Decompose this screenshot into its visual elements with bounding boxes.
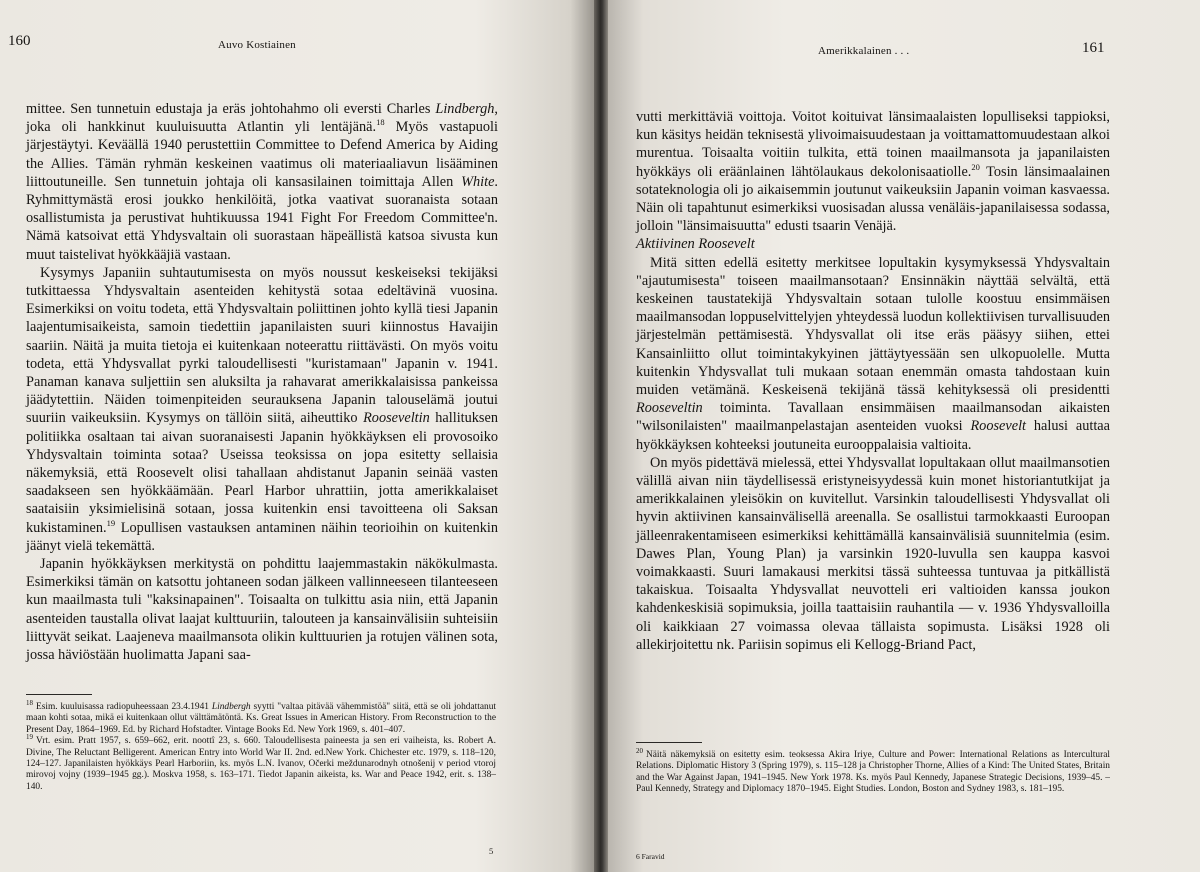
italic-text: Lindbergh (435, 101, 495, 117)
page-number: 160 (8, 33, 31, 49)
book-gutter (594, 0, 608, 872)
text-run: Myös vastapuoli järjestäytyi. Keväällä 1940 perustettiin Committee to Defend America by Aiding the Allies. Tämän ryhmän keskeinen vaatimus oli materiaaliavun lisääminen liittoutuneille. Sen tunnetuin johtaja oli kansasilainen toimittaja Allen (26, 119, 498, 190)
paragraph (26, 264, 498, 555)
paragraph (26, 555, 498, 664)
text-run: Vrt. esim. Pratt 1957, s. 659–662, erit. noottî 23, s. 660. Taloudellisesta paineesta ja sen eri vaiheista, ks. Robert A. Divine, The Reluctant Belligerent. American Entry into World War II. 2nd. ed.New York. Chichester etc. 1979, s. 118–120, 124–127. Japanilaisten hyökkäys Pearl Harboriin, ks. myös L.N. Ivanov, Očerki meždunarodnyh otnošenij v period vtoroj mirovoj vojny (1939–1945 gg.). Moskva 1958, s. 163–171. Tiedot Japanin aikeista, ks. War and Peace 1942, erit. s. 138–140. (26, 736, 496, 792)
text-run: . Ryhmittymästä erosi joukko henkilöitä, jotka vaativat suoranaista sotaan osallistumista ja perustivat huhtikuussa 1941 Fight For Freedom Committee'n. Nämä katsoivat että Yhdysvaltain oli suorastaan häpeällistä katsoa sivusta kun muut taistelivat hyökkääjiä vastaan. (26, 173, 498, 263)
italic-text: Roosevelt (970, 418, 1027, 435)
text-run: Tosin länsimaalainen sotateknologia oli jo aikaisemmin joutunut vaikeuksiin Japanin voiman kasvaessa. Näin oli tapahtunut esimerkiksi vuosisadan alussa venäläis-japanilaisessa sodassa, jolloin "länsimaisuutta" edusti tsaarin Venäjä. (636, 163, 1110, 235)
running-head: Amerikkalainen . . . (818, 45, 910, 57)
signature-mark: 5 (489, 846, 494, 856)
text-run: On myös pidettävä mielessä, ettei Yhdysvallat lopultakaan ollut maailmansotien välillä aivan niin täydellisessä eristyneisyydessä kuin monet historiantutkijat ja amerikkalainen yleisökin on kuvitellut. Varsinkin taloudellisesti Yhdysvallat oli hyvin aktiivinen kansainvälisellä areenalla. Se osallistui tarmokkaasti Euroopan jälleenrakentamiseen esimerkiksi kehittämällä kansainvälisiä suunnitelmia (esim. Dawes Plan, Young Plan) ja varsinkin 1920-luvulla sen kauppa kasvoi voimakkaasti. Suuri lamakausi merkitsi tässä suhteessa tuntuvaa ja pitkällistä takaiskua. Toisaalta Yhdysvallat neuvotteli eri valtioiden kanssa joukon kahdenkeskisiä sopimuksia, joilla taattaisiin rauhantila — v. 1936 Yhdysvalloilla oli kaikkiaan 27 voimassa olevaa tällaista sopimusta. Lisäksi 1928 oli allekirjoitettu nk. Pariisin sopimus eli Kellogg-Briand Pact, (636, 454, 1110, 653)
footnote (26, 698, 496, 736)
text-run: Esim. kuuluisassa radiopuheessaan 23.4.1941 (36, 702, 212, 712)
text-run: halusi auttaa hyökkäyksen kohteeksi joutuneita eurooppalaisia valtioita. (636, 418, 1110, 453)
footnotes (636, 746, 1110, 796)
footnote-ref: 20 (971, 161, 980, 172)
body-text (26, 100, 498, 664)
footnote (26, 733, 496, 793)
running-head: Auvo Kostiainen (218, 39, 296, 51)
paragraph (636, 108, 1110, 235)
text-run: Lopullisen vastauksen antaminen näihin teorioihin on kuitenkin jäänyt vielä tekemättä. (26, 519, 498, 554)
footnote-ref: 20 (636, 746, 643, 755)
text-run: Mitä sitten edellä esitetty merkitsee lopultakin kysymyksessä Yhdysvaltain "ajautumisesta" toiseen maailmansotaan? Ensinnäkin näyttää selvältä, että keskeinen taustatekijä Yhdysvaltain sotaan tulolle koostuu ensimmäisen maailmansodan loppuselvittelyjen yhteydessä luodun kollektiivisen turvallisuuden järjestelmän pettämisestä. Yhdysvallat oli itse eräs pääsyy siihen, ettei Kansainliitto ollut toimintakykyinen jättäytyessään sen ulkopuolelle. Mutta kuitenkin Yhdysvallat tuli mukaan sotaan enemmän omasta tahdostaan kuin muiden vetämänä. Keskeisenä tekijänä tässä kehityksessä oli presidentti (636, 254, 1110, 399)
section-heading: Aktiivinen Roosevelt (636, 236, 755, 253)
italic-text: Rooseveltin (363, 410, 430, 427)
right-page (608, 0, 1200, 872)
text-run: hallituksen politiikka osaltaan tai aivan suoranaisesti Japanin hyökkäyksen eli provosoiko Yhdysvaltain toiminta sotaa? Useissa teoksissa on jopa esitetty sellaisia näkemyksiä, että Roosevelt olisi tahallaan ahdistanut Japanin seinää vasten saadakseen sen hyökkäämään. Pearl Harbor uhrattiin, jotta amerikkalaiset saataisiin yksimielisinä sotaan, jossa kuitenkin ensi tavoitteena oli Saksan kukistaminen. (26, 410, 498, 536)
text-run: Näitä näkemyksiä on esitetty esim. teoksessa Akira Iriye, Culture and Power: International Relations as Intercultural Relations. Diplomatic History 3 (Spring 1979), s. 115–128 ja Christopher Thorne, Allies of a Kind: The United States, Britain and the War Against Japan, 1941–1945. New York 1978. Ks. myös Paul Kennedy, Japanese Strategic Decisions, 1939–45. – Paul Kennedy, Strategy and Diplomacy 1870–1945. Eight Studies. London, Boston and Sydney 1983, s. 181–195. (636, 750, 1110, 795)
paragraph (636, 254, 1110, 454)
text-run: toiminta. Tavallaan ensimmäisen maailmansodan aikaisten "wilsonilaisten" maailmanpelastajan asenteiden vuoksi (636, 400, 1110, 435)
footnote-rule (636, 742, 702, 743)
footnote (636, 746, 1110, 796)
footnotes (26, 698, 496, 793)
page-number: 161 (1082, 40, 1105, 56)
text-run: , joka oli hankkinut kuuluisuutta Atlantin yli lentäjänä. (26, 101, 498, 136)
italic-text: White (461, 173, 495, 190)
text-run: syytti "valtaa pitävää vähemmistöä" siitä, että se oli johdattanut maan kohti sotaa, mikä ei kuitenkaan ollut välttämätöntä. Ks. Great Issues in American History. From Reconstruction to the Present Day, 1864–1969. Ed. by Richard Hofstadter. Vintage Books Ed. New York 1969, s. 401–407. (26, 702, 496, 735)
footnote-rule (26, 694, 92, 695)
footnote-ref: 19 (26, 733, 33, 742)
footnote-ref: 19 (106, 517, 116, 528)
text-run: vutti merkittäviä voittoja. Voitot koituivat länsimaalaisten lopulliseksi tappioksi, kun käsitys heidän teknisestä ylivoimaisuudestaan ja voittamattomuudestaan alkoi murentua. Toisaalta voitiin tulkita, että toinen maailmansota ja japanilaisten hyökkäys oli eräänlainen lähtölaukaus dekolonisaatiolle. (636, 109, 1110, 180)
text-run: Kysymys Japaniin suhtautumisesta on myös noussut keskeiseksi tekijäksi tutkittaessa Yhdysvaltain asenteiden kehitystä sotaa edeltävinä vuosina. Esimerkiksi on voitu todeta, että Yhdysvaltain poliittinen johto kyllä tiesi Japanin laajentumisaikeista, samoin tiedettiin japanilaisten suuri kiinnostus Havaijin saariin. Näitä ja muita tietoja ei kuitenkaan noteerattu riittävästi. On myös voitu todeta, että Yhdysvallat pyrki taloudellisesti "kuristamaan" Japanin v. 1941. Panaman kanava suljettiin sen aluksilta ja rahavarat amerikkalaisissa pankeissa jäädytettiin. Näiden toimenpiteiden seurauksena Japanin talouselämä joutui suuriin vaikeuksiin. Kysymys on tällöin siitä, aiheuttiko (26, 264, 498, 427)
left-page (0, 0, 594, 872)
text-run: Japanin hyökkäyksen merkitystä on pohdittu laajemmastakin näkökulmasta. Esimerkiksi tämän on katsottu johtaneen sodan jälkeen vallinneeseen tilanteeseen kun maailmasta tuli "kaksinapainen". Toisaalta on tulkittu asia niin, että Japanin asenteiden taustalla olivat laajat kulttuuriin, talouteen ja kansainvälisiin suhteisiin liittyvät seikat. Laajeneva maailmansota olikin kulttuurien ja rotujen välinen sota, jossa häviöstään huolimatta Japani saa- (26, 556, 498, 664)
footnote-ref: 18 (26, 698, 33, 707)
italic-text: Rooseveltin (636, 400, 703, 417)
body-text (636, 108, 1110, 654)
signature-mark: 6 Faravid (636, 852, 665, 861)
italic-text: Lindbergh (211, 702, 251, 712)
paragraph (26, 100, 498, 264)
paragraph (636, 454, 1110, 654)
footnote-ref: 18 (376, 117, 385, 128)
text-run: mittee. Sen tunnetuin edustaja ja eräs johtohahmo oli eversti Charles (26, 101, 436, 117)
